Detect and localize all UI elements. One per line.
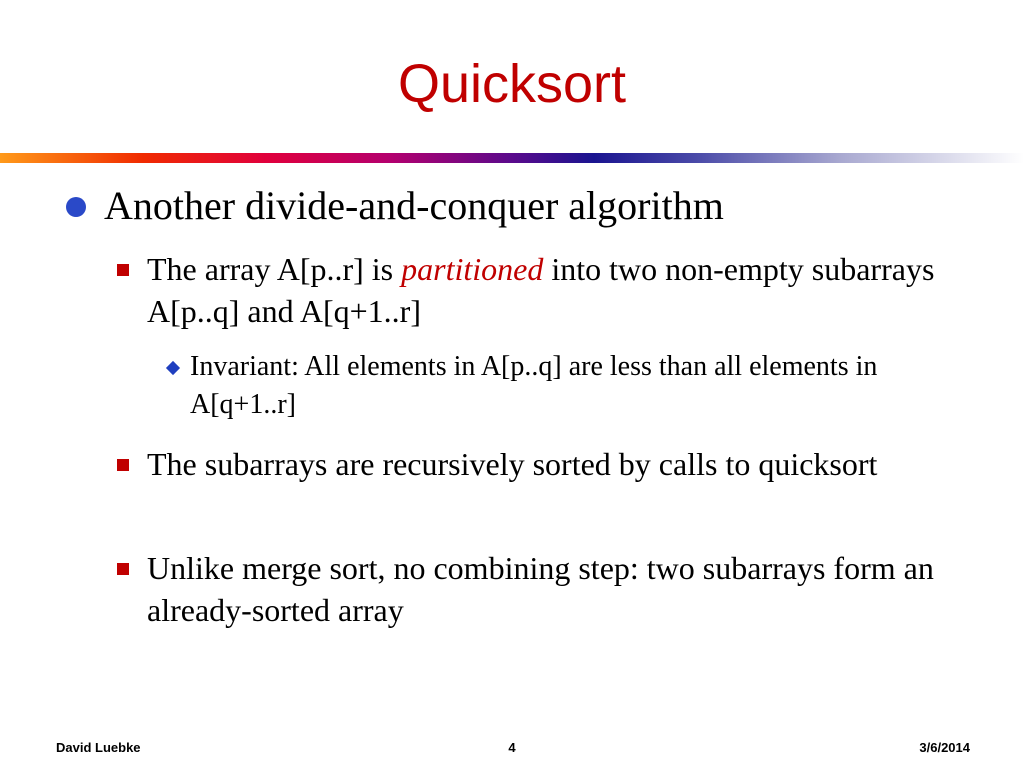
bullet-level1-text: Another divide-and-conquer algorithm: [104, 183, 724, 228]
bullet-diamond-icon: [166, 361, 180, 375]
emphasized-term: partitioned: [401, 251, 544, 287]
bullet-text-part: The array A[p..r] is: [147, 251, 402, 287]
bullet-text-part: into two non-empty subarrays A[p..q] and A[q+1..r]: [147, 251, 935, 329]
bullet-square-icon: [117, 563, 129, 575]
footer-author: David Luebke: [56, 740, 141, 755]
bullet-level2-text: The subarrays are recursively sorted by calls to quicksort: [147, 446, 878, 482]
footer-date: 3/6/2014: [919, 740, 970, 755]
footer-page-number: 4: [508, 740, 516, 755]
bullet-level2-text: [147, 248, 967, 332]
bullet-level2-text: Unlike merge sort, no combining step: two subarrays form an already-sorted array: [147, 550, 934, 628]
bullet-square-icon: [117, 264, 129, 276]
bullet-circle-icon: [66, 197, 86, 217]
slide-title: Quicksort: [397, 54, 627, 114]
bullet-level3-text: Invariant: All elements in A[p..q] are less than all elements in A[q+1..r]: [190, 351, 878, 420]
bullet-square-icon: [117, 459, 129, 471]
